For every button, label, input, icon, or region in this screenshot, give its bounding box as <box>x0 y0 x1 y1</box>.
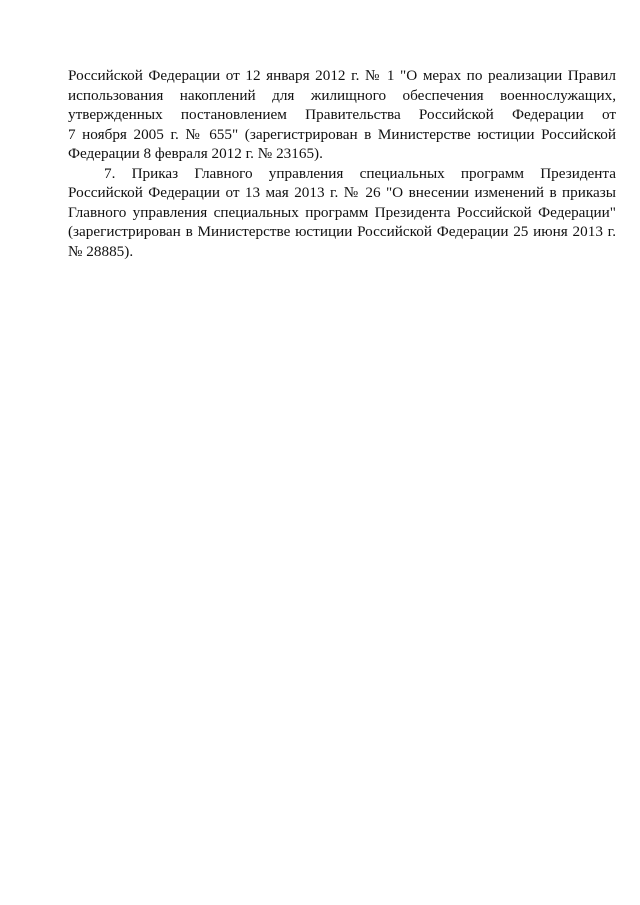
text-line: утвержденных постановлением Правительства Российской Федерации от <box>68 106 616 123</box>
paragraph-continued <box>68 66 616 164</box>
text-line: 7. Приказ Главного управления специальных программ Президента <box>104 164 616 182</box>
text-line: использования накоплений для жилищного обеспечения военнослужащих, <box>68 86 616 104</box>
text-line: Федерации 8 февраля 2012 г. № 23165). <box>68 145 323 162</box>
text-line: Российской Федерации от 13 мая 2013 г. № 26 "О внесении изменений в приказы <box>68 184 616 201</box>
text-line: Главного управления специальных программ Президента Российской Федерации" <box>68 203 616 221</box>
paragraph-item-7 <box>68 164 616 262</box>
text-line: 7 ноября 2005 г. № 655" (зарегистрирован в Министерстве юстиции Российской <box>68 125 616 143</box>
text-line: (зарегистрирован в Министерстве юстиции Российской Федерации 25 июня 2013 г. <box>68 223 616 240</box>
text-line: № 28885). <box>68 242 134 260</box>
text-line: Российской Федерации от 12 января 2012 г. № 1 "О мерах по реализации Правил <box>68 67 616 84</box>
document-page <box>68 66 616 261</box>
